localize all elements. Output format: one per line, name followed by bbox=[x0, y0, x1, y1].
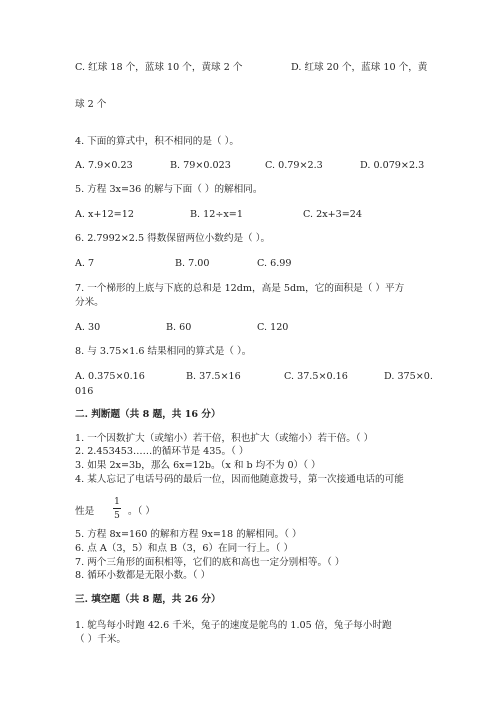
q7-option-c: C. 120 bbox=[257, 322, 289, 333]
judge-item-4-prefix: 性是 bbox=[75, 506, 95, 517]
fraction-bar bbox=[113, 508, 121, 509]
q7-option-b: B. 60 bbox=[166, 322, 192, 333]
judge-item-5: 5. 方程 8x=160 的解和方程 9x=18 的解相同。（ ） bbox=[75, 529, 302, 540]
section-3-title: 三. 填空题（共 8 题，共 26 分） bbox=[75, 594, 221, 605]
fill-item-1: 1. 鸵鸟每小时跑 42.6 千米，兔子的速度是鸵鸟的 1.05 倍，兔子每小时跑 bbox=[75, 620, 392, 631]
fraction-denominator: 5 bbox=[114, 511, 120, 521]
q5-option-c: C. 2x+3=24 bbox=[303, 209, 363, 220]
judge-item-2: 2. 2.453453……的循环节是 435。（ ） bbox=[75, 446, 249, 457]
q4-stem: 4. 下面的算式中，积不相同的是（ ）。 bbox=[75, 136, 239, 147]
judge-item-8: 8. 循环小数都是无限小数。（ ） bbox=[75, 570, 211, 581]
q8-option-d-continued: 016 bbox=[75, 386, 94, 397]
q3-option-d: D. 红球 20 个，蓝球 10 个，黄 bbox=[291, 62, 428, 73]
q5-option-a: A. x+12=12 bbox=[75, 209, 134, 220]
fraction-numerator: 1 bbox=[114, 497, 120, 507]
q7-stem: 7. 一个梯形的上底与下底的总和是 12dm，高是 5dm，它的面积是（ ）平方 bbox=[75, 283, 405, 294]
fill-item-1-continued: （ ）千米。 bbox=[75, 634, 127, 645]
q8-option-d: D. 375×0. bbox=[384, 371, 433, 382]
q6-option-b: B. 7.00 bbox=[175, 258, 210, 269]
judge-item-4: 4. 某人忘记了电话号码的最后一位，因而他随意拨号，第一次接通电话的可能 bbox=[75, 474, 404, 485]
judge-item-7: 7. 两个三角形的面积相等，它们的底和高也一定分别相等。（ ） bbox=[75, 557, 345, 568]
judge-item-3: 3. 如果 2x=3b，那么 6x=12b。（x 和 b 均不为 0）（ ） bbox=[75, 460, 321, 471]
q7-stem-continued: 分米。 bbox=[75, 297, 104, 308]
q4-option-c: C. 0.79×2.3 bbox=[265, 160, 323, 171]
q7-option-a: A. 30 bbox=[75, 322, 101, 333]
q4-option-b: B. 79×0.023 bbox=[170, 160, 231, 171]
q8-option-c: C. 37.5×0.16 bbox=[284, 371, 348, 382]
q8-option-a: A. 0.375×0.16 bbox=[75, 371, 145, 382]
judge-item-1: 1. 一个因数扩大（或缩小）若干倍，积也扩大（或缩小）若干倍。（ ） bbox=[75, 433, 374, 444]
q4-option-d: D. 0.079×2.3 bbox=[360, 160, 425, 171]
q8-option-b: B. 37.5×16 bbox=[186, 371, 241, 382]
q8-stem: 8. 与 3.75×1.6 结果相同的算式是（ ）。 bbox=[75, 346, 252, 357]
section-2-title: 二. 判断题（共 8 题，共 16 分） bbox=[75, 409, 221, 420]
q3-option-c: C. 红球 18 个，蓝球 10 个，黄球 2 个 bbox=[75, 62, 243, 73]
judge-item-4-suffix: 。（ ） bbox=[128, 506, 156, 517]
q6-option-a: A. 7 bbox=[75, 258, 95, 269]
q6-stem: 6. 2.7992×2.5 得数保留两位小数约是（ ）。 bbox=[75, 233, 271, 244]
q5-option-b: B. 12÷x=1 bbox=[190, 209, 243, 220]
q5-stem: 5. 方程 3x=36 的解与下面（ ）的解相同。 bbox=[75, 184, 263, 195]
q6-option-c: C. 6.99 bbox=[257, 258, 292, 269]
judge-item-6: 6. 点 A（3，5）和点 B（3，6）在同一行上。（ ） bbox=[75, 543, 294, 554]
q3-option-d-continued: 球 2 个 bbox=[75, 99, 107, 110]
q4-option-a: A. 7.9×0.23 bbox=[75, 160, 133, 171]
